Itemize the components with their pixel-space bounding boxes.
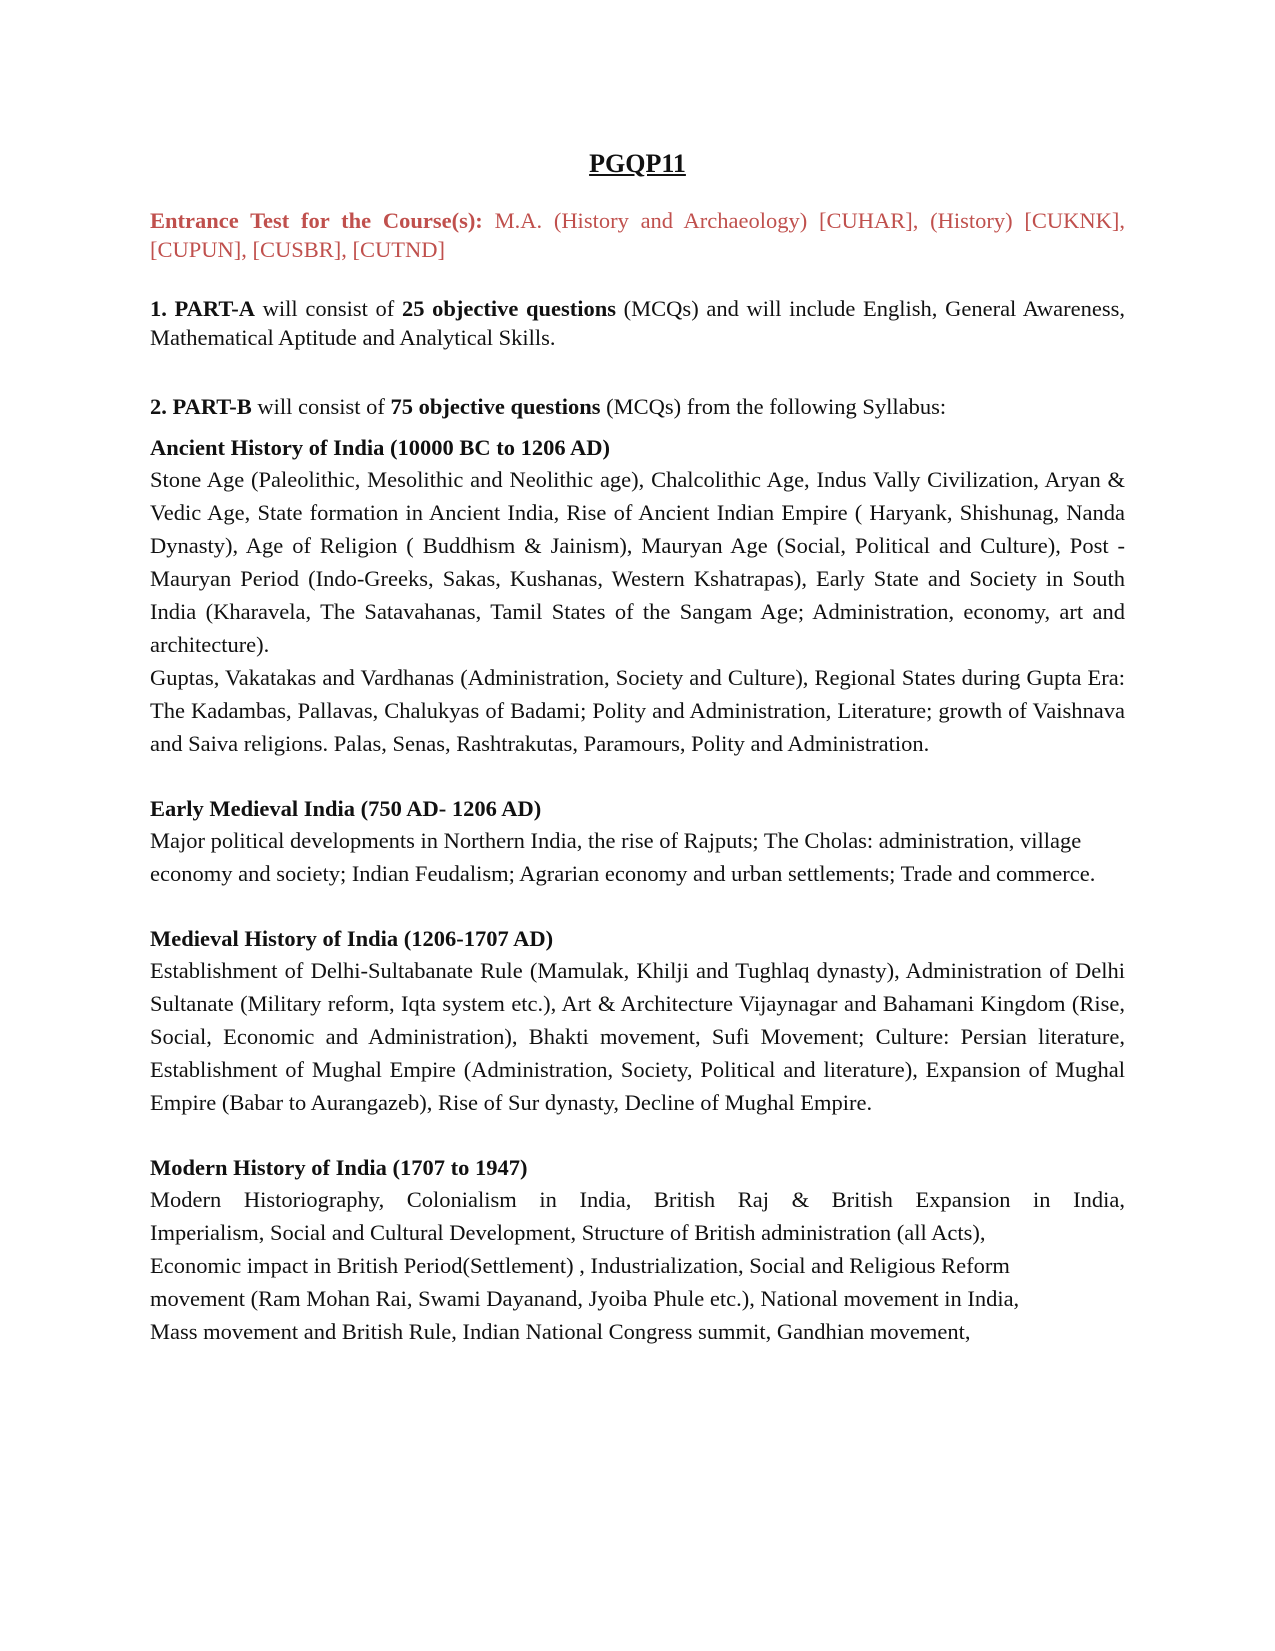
part-b-text2: (MCQs) from the following Syllabus: — [600, 394, 947, 419]
part-a-paragraph — [150, 294, 1125, 352]
section-line: movement (Ram Mohan Rai, Swami Dayanand, Jyoiba Phule etc.), National movement in India, — [150, 1286, 1020, 1311]
part-b-number: 2. PART-B — [150, 394, 252, 419]
section-line: Mass movement and British Rule, Indian National Congress summit, Gandhian movement, — [150, 1319, 971, 1344]
course-line — [150, 206, 1125, 264]
section-body: Major political developments in Northern India, the rise of Rajputs; The Cholas: administration, village economy and society; Indian Feudalism; Agrarian economy and urban settlements; Trade and commerce. — [150, 828, 1096, 886]
part-a-count: 25 objective questions — [401, 296, 617, 321]
course-label: Entrance Test for the Course(s): — [150, 208, 483, 233]
section-title: Ancient History of India (10000 BC to 1206 AD) — [150, 435, 610, 460]
document-page — [150, 148, 1125, 1348]
part-b-text1: will consist of — [251, 394, 391, 419]
part-a-text2: (MCQs) and will include English, General Awareness, Mathematical Aptitude and Analytical Skills. — [150, 296, 1126, 350]
section-title: Early Medieval India (750 AD- 1206 AD) — [150, 796, 542, 821]
section-line: Imperialism, Social and Cultural Development, Structure of British administration (all Acts), — [150, 1220, 986, 1245]
section-modern — [150, 1153, 1125, 1348]
section-line: Economic impact in British Period(Settlement) , Industrialization, Social and Religious Reform — [150, 1253, 1010, 1278]
section-body: Establishment of Delhi-Sultabanate Rule (Mamulak, Khilji and Tughlaq dynasty), Administration of Delhi Sultanate (Military reform, Iqta system etc.), Art & Architecture Vijaynagar and Bahamani Kingdom (Rise, Social, Economic and Administration), Bhakti movement, Sufi Movement; Culture: Persian literature, Establishment of Mughal Empire (Administration, Society, Political and literature), Expansion of Mughal Empire (Babar to Aurangazeb), Rise of Sur dynasty, Decline of Mughal Empire. — [150, 958, 1125, 1115]
part-b-paragraph — [150, 392, 1125, 421]
part-a-number: 1. PART-A — [150, 296, 256, 321]
page-title: PGQP11 — [589, 149, 686, 178]
section-line: Modern Historiography, Colonialism in India, British Raj & British Expansion in India, — [150, 1187, 1125, 1212]
section-title: Medieval History of India (1206-1707 AD) — [150, 926, 554, 951]
section-title: Modern History of India (1707 to 1947) — [150, 1155, 528, 1180]
section-body: Guptas, Vakatakas and Vardhanas (Administration, Society and Culture), Regional States during Gupta Era: The Kadambas, Pallavas, Chalukyas of Badami; Polity and Administration, Literature; growth of Vaishnava and Saiva religions. Palas, Senas, Rashtrakutas, Paramours, Polity and Administration. — [150, 665, 1125, 756]
section-ancient — [150, 433, 1125, 760]
section-medieval — [150, 924, 1125, 1119]
part-b-count: 75 objective questions — [390, 394, 601, 419]
section-body: Stone Age (Paleolithic, Mesolithic and Neolithic age), Chalcolithic Age, Indus Vally Civilization, Aryan & Vedic Age, State formation in Ancient India, Rise of Ancient Indian Empire ( Haryank, Shishunag, Nanda Dynasty), Age of Religion ( Buddhism & Jainism), Mauryan Age (Social, Political and Culture), Post - Mauryan Period (Indo-Greeks, Sakas, Kushanas, Western Kshatrapas), Early State and Society in South India (Kharavela, The Satavahanas, Tamil States of the Sangam Age; Administration, economy, art and architecture). — [150, 467, 1125, 657]
course-text: M.A. (History and Archaeology) [CUHAR], (History) [CUKNK], [CUPUN], [CUSBR], [CUTND] — [150, 208, 1125, 262]
part-a-text1: will consist of — [255, 296, 402, 321]
section-early-medieval — [150, 794, 1125, 890]
